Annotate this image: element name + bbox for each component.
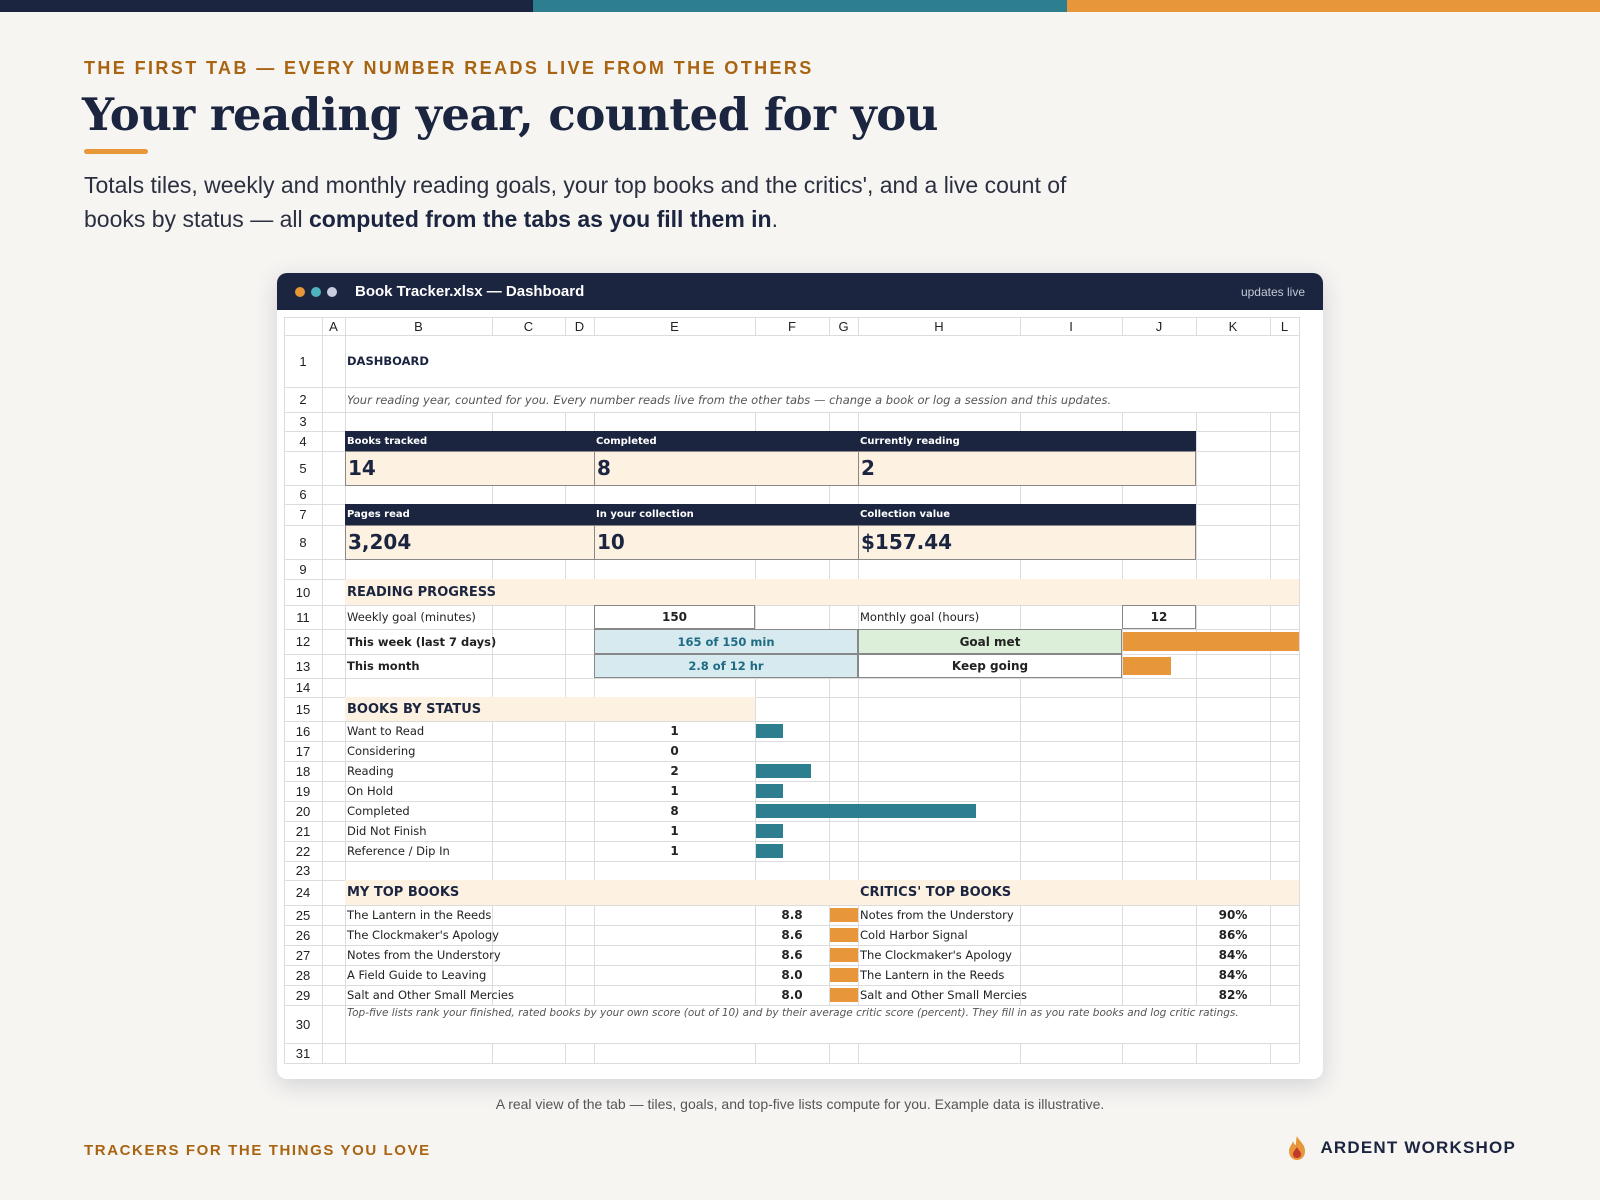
status-bar <box>756 764 811 778</box>
critics-top-book-title[interactable]: Cold Harbor Signal <box>860 928 968 942</box>
my-top-book-score: 8.6 <box>781 928 803 942</box>
critics-top-book-score: 84% <box>1218 948 1248 962</box>
column-header[interactable]: D <box>574 318 585 334</box>
status-label: Reference / Dip In <box>347 844 450 858</box>
dashboard-subtitle[interactable]: Your reading year, counted for you. Every number reads live from the other tabs — change a book or log a session and this updates. <box>347 392 1112 407</box>
monthly-goal-label: Monthly goal (hours) <box>860 610 980 624</box>
gridline-h <box>284 678 1299 679</box>
my-top-book-title[interactable]: The Lantern in the Reeds <box>347 908 492 922</box>
row-header[interactable]: 23 <box>295 863 311 878</box>
tile-label: Pages read <box>345 504 594 525</box>
this-week-label: This week (last 7 days) <box>347 634 497 649</box>
my-top-book-bar <box>830 948 858 962</box>
spreadsheet-grid[interactable] <box>284 317 1316 1075</box>
critics-top-books-heading: CRITICS' TOP BOOKS <box>858 880 1299 905</box>
status-count[interactable]: 1 <box>670 724 679 738</box>
tile-value: 8 <box>594 451 858 485</box>
week-progress-bar <box>1123 632 1299 651</box>
caption: A real view of the tab — tiles, goals, and top-five lists compute for you. Example data is illustrative. <box>495 1096 1105 1112</box>
top-accent-bar <box>0 0 1600 12</box>
critics-top-book-score: 82% <box>1218 988 1248 1002</box>
weekly-goal-input[interactable]: 150 <box>594 605 755 629</box>
status-label: Did Not Finish <box>347 824 427 838</box>
row-header[interactable]: 20 <box>295 803 311 819</box>
footer-tagline: TRACKERS FOR THE THINGS YOU LOVE <box>84 1142 431 1159</box>
critics-top-book-score: 90% <box>1218 908 1248 922</box>
row-header[interactable]: 3 <box>299 414 307 429</box>
accent-segment-navy <box>0 0 533 12</box>
column-header[interactable]: G <box>838 318 849 334</box>
my-top-book-bar <box>830 908 858 922</box>
column-header[interactable]: C <box>523 318 534 334</box>
row-header[interactable]: 30 <box>295 1016 311 1032</box>
row-header[interactable]: 22 <box>295 843 311 859</box>
row-header[interactable]: 13 <box>295 658 311 674</box>
this-month-progress: 2.8 of 12 hr <box>594 654 858 678</box>
row-header[interactable]: 24 <box>295 885 311 900</box>
column-header[interactable]: K <box>1228 318 1238 334</box>
eyebrow: THE FIRST TAB — EVERY NUMBER READS LIVE FROM THE OTHERS <box>84 58 814 78</box>
row-header[interactable]: 4 <box>299 433 307 449</box>
reading-progress-heading: READING PROGRESS <box>345 579 1299 605</box>
lede-emphasis: computed from the tabs as you fill them in <box>309 206 772 232</box>
status-count[interactable]: 2 <box>670 764 679 778</box>
my-top-book-title[interactable]: The Clockmaker's Apology <box>347 928 499 942</box>
gridline-h <box>284 1063 1299 1064</box>
row-header[interactable]: 15 <box>295 701 311 717</box>
my-top-book-bar <box>830 988 858 1002</box>
status-bar <box>756 844 783 858</box>
tile-value: 14 <box>345 451 594 485</box>
status-bar <box>756 824 783 838</box>
row-header[interactable]: 7 <box>299 507 307 522</box>
minimize-dot-icon[interactable] <box>311 287 321 297</box>
accent-segment-teal <box>533 0 1066 12</box>
my-top-book-title[interactable]: Notes from the Understory <box>347 948 501 962</box>
row-header[interactable]: 19 <box>295 783 311 799</box>
my-top-book-bar <box>830 968 858 982</box>
column-header[interactable]: E <box>670 318 679 334</box>
brand-name: ARDENT WORKSHOP <box>1320 1138 1516 1157</box>
tile-label: Collection value <box>858 504 1196 525</box>
books-by-status-heading: BOOKS BY STATUS <box>345 697 755 721</box>
my-top-books-heading: MY TOP BOOKS <box>345 880 858 905</box>
row-header[interactable]: 16 <box>295 723 311 739</box>
critics-top-book-title[interactable]: Salt and Other Small Mercies <box>860 988 1027 1002</box>
tile-value: 3,204 <box>345 525 594 559</box>
my-top-book-title[interactable]: A Field Guide to Leaving <box>347 968 487 982</box>
my-top-book-title[interactable]: Salt and Other Small Mercies <box>347 988 514 1002</box>
status-count[interactable]: 1 <box>670 824 679 838</box>
row-header[interactable]: 21 <box>295 823 311 839</box>
this-month-label: This month <box>347 659 420 673</box>
lede <box>84 168 1074 236</box>
gridline-h <box>284 559 1299 560</box>
critics-top-book-score: 84% <box>1218 968 1248 982</box>
column-header[interactable]: B <box>414 318 423 334</box>
my-top-book-score: 8.0 <box>781 968 803 982</box>
status-label: Completed <box>347 804 410 818</box>
headline: Your reading year, counted for you <box>82 88 938 141</box>
row-header[interactable]: 11 <box>296 609 310 625</box>
row-header[interactable]: 2 <box>299 392 307 407</box>
zoom-dot-icon[interactable] <box>327 287 337 297</box>
tile-label: Books tracked <box>345 431 594 451</box>
critics-top-book-score: 86% <box>1218 928 1248 942</box>
monthly-goal-input[interactable]: 12 <box>1122 605 1196 629</box>
status-count[interactable]: 0 <box>670 744 679 758</box>
row-header[interactable]: 31 <box>295 1045 311 1061</box>
column-header[interactable]: I <box>1069 318 1073 334</box>
dashboard-title[interactable]: DASHBOARD <box>347 354 429 368</box>
tile-label: Currently reading <box>858 431 1196 451</box>
row-header[interactable]: 14 <box>295 680 311 695</box>
lede-end: . <box>771 206 778 232</box>
month-progress-bar <box>1123 657 1171 675</box>
row-header[interactable]: 29 <box>295 987 311 1003</box>
status-label: Reading <box>347 764 394 778</box>
row-header[interactable]: 26 <box>295 927 311 943</box>
spreadsheet-window <box>277 273 1323 1079</box>
my-top-book-score: 8.6 <box>781 948 803 962</box>
row-header[interactable]: 27 <box>295 947 311 963</box>
tile-label: In your collection <box>594 504 858 525</box>
live-indicator: updates live <box>1240 284 1305 299</box>
status-count[interactable]: 8 <box>670 804 679 818</box>
column-header[interactable]: F <box>788 318 796 334</box>
gridline-v <box>322 317 323 1063</box>
row-header[interactable]: 5 <box>299 460 307 476</box>
window-titlebar <box>277 273 1323 310</box>
row-header[interactable]: 12 <box>295 634 311 649</box>
status-label: Considering <box>347 744 416 758</box>
status-count[interactable]: 1 <box>670 844 679 858</box>
headline-underline <box>84 149 148 154</box>
week-status-badge: Goal met <box>858 629 1122 654</box>
accent-segment-orange <box>1067 0 1600 12</box>
close-dot-icon[interactable] <box>295 287 305 297</box>
my-top-book-score: 8.8 <box>781 908 803 922</box>
month-status-badge: Keep going <box>858 654 1122 678</box>
gridline-h <box>284 485 1299 486</box>
row-header[interactable]: 18 <box>295 763 311 779</box>
row-header[interactable]: 10 <box>295 584 311 600</box>
row-header[interactable]: 8 <box>299 534 307 550</box>
row-header[interactable]: 1 <box>299 353 307 369</box>
row-header[interactable]: 6 <box>299 487 307 502</box>
flame-icon <box>1286 1135 1308 1161</box>
tile-value: $157.44 <box>858 525 1196 559</box>
gridline-h <box>284 412 1299 413</box>
tile-value: 2 <box>858 451 1196 485</box>
brand[interactable] <box>1286 1135 1516 1161</box>
my-top-book-bar <box>830 928 858 942</box>
status-label: Want to Read <box>347 724 425 738</box>
critics-top-book-title[interactable]: The Lantern in the Reeds <box>860 968 1005 982</box>
window-title: Book Tracker.xlsx — Dashboard <box>355 283 585 300</box>
this-week-progress: 165 of 150 min <box>594 629 858 654</box>
tile-label: Completed <box>594 431 858 451</box>
top-lists-note: Top-five lists rank your finished, rated books by your own score (out of 10) and by their average critic score (percent). They fill in as you rate books and log critic ratings. <box>347 1007 1239 1019</box>
row-header[interactable]: 9 <box>299 561 307 577</box>
row-header[interactable]: 28 <box>295 967 311 983</box>
column-header[interactable]: L <box>1280 318 1289 334</box>
gridline-h <box>284 1043 1299 1044</box>
gridline-h <box>284 861 1299 862</box>
status-bar <box>756 804 976 818</box>
column-header[interactable]: A <box>329 318 338 334</box>
critics-top-book-title[interactable]: The Clockmaker's Apology <box>860 948 1012 962</box>
row-header[interactable]: 17 <box>295 743 311 759</box>
column-header[interactable]: J <box>1155 318 1163 334</box>
my-top-book-score: 8.0 <box>781 988 803 1002</box>
critics-top-book-title[interactable]: Notes from the Understory <box>860 908 1014 922</box>
column-header[interactable]: H <box>934 318 944 334</box>
lede-text: Totals tiles, weekly and monthly reading goals, your top books and the critics', and a live count of books by status — all <box>84 172 1067 232</box>
status-label: On Hold <box>347 784 394 798</box>
status-bar <box>756 784 783 798</box>
tile-value: 10 <box>594 525 858 559</box>
status-count[interactable]: 1 <box>670 784 679 798</box>
weekly-goal-label: Weekly goal (minutes) <box>347 610 476 624</box>
gridline-v <box>1270 317 1271 1063</box>
gridline-v <box>1299 317 1300 1063</box>
row-header[interactable]: 25 <box>295 907 311 923</box>
status-bar <box>756 724 783 738</box>
